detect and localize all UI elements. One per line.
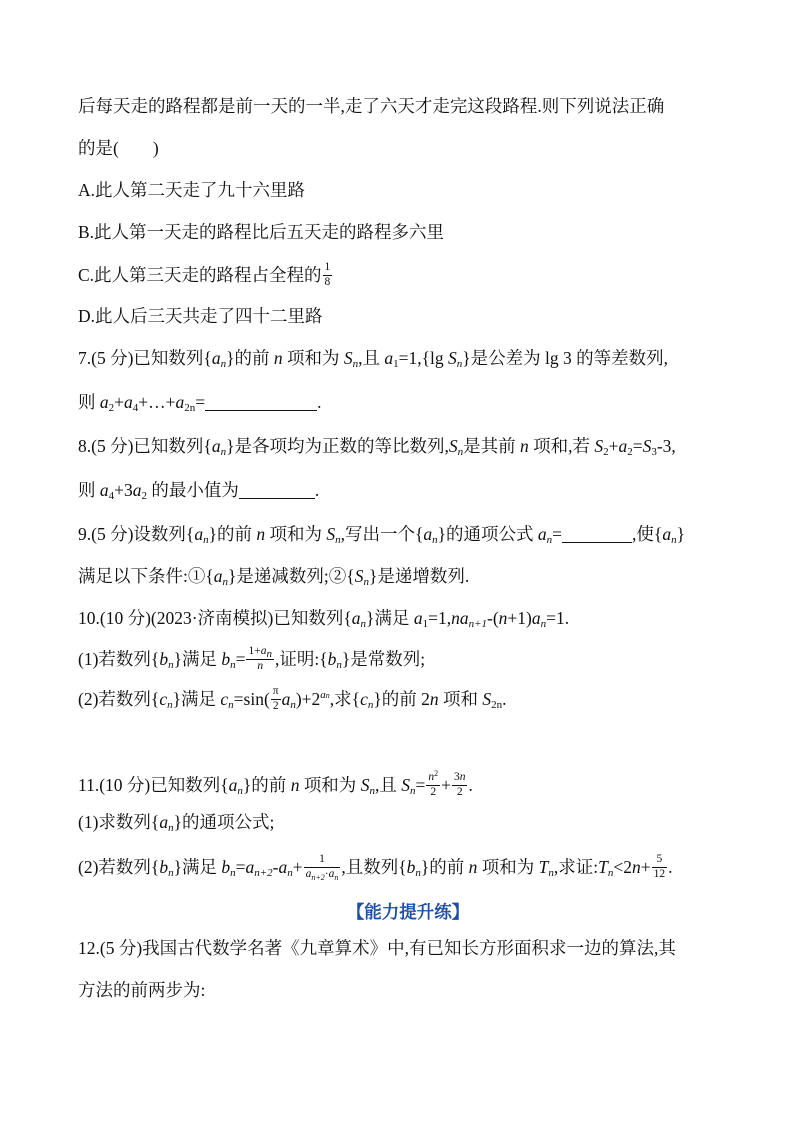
q9-line2: 满足以下条件$:①\{a_n\}$是递减数列$;②\{S_n\}$是递增数列. — [78, 566, 470, 588]
q12-line1: 12.(5 分)我国古代数学名著《九章算术》中,有已知长方形面积求一边的算法,其 — [78, 938, 676, 958]
q11-line1: 11.(10 分)已知数列$\{a_n\}$的前 n 项和为 $S_n$,且 $S_n=$ $\frac{n^2}{2}$ + $\frac{3n}{2}$ . — [78, 769, 473, 798]
q8-line2: 则 $a_4+3a_2$ 的最小值为 . — [78, 480, 320, 502]
fraction: $\frac{1+a_n}{n}$ — [248, 645, 272, 672]
q7-line1: 7.(5 分)已知数列$\{a_n\}$的前 n 项和为 $S_n$,且 $a_1=1,\{\lg$ $S_n$}是公差为 lg 3 的等差数列, — [78, 348, 668, 370]
answer-blank[interactable] — [562, 541, 632, 543]
q10-line1: 10.(10 分)(2023·济南模拟)已知数列$\{a_n\}$满足 $a_1=1,na_{n+1}-(n+1)a_n=1$. — [78, 608, 570, 630]
fraction: $\frac{\pi}{2}$ — [272, 685, 279, 712]
q7-line2: 则 $a_2+a_4+\dots+a_{2n}=$ . — [78, 392, 322, 414]
q12-line2: 方法的前两步为: — [78, 980, 206, 1000]
q6-option-a: A.此人第二天走了九十六里路 — [78, 180, 306, 200]
q6-stem-line2: 的是( ) — [78, 138, 159, 158]
q9-line1: 9.(5 分)设数列$\{a_n\}$的前 n 项和为 $S_n$,写出一个$\{a_n\}$的通项公式 $a_n=$ ,使$\{a_n\}$ — [78, 524, 685, 546]
fraction: $\frac{3n}{2}$ — [453, 771, 466, 798]
q11-part1: (1)求数列$\{a_n\}$的通项公式; — [78, 812, 275, 834]
q11-part2: (2)若数列$\{b_n\}$满足 $b_n=a_{n+2}-a_n+$ $\frac{1}{a_{n+2}\cdot a_n}$ ,且数列$\{b_n\}$的前 n 项和为 $T_n$,求证$:T_n<2n+$ $\frac{5}{12}$ . — [78, 853, 673, 882]
section-title: 【能力提升练】 — [346, 903, 470, 923]
q6-option-c: C.此人第三天走的路程占全程的 $\frac{1}{8}$ — [78, 261, 331, 288]
fraction: $\frac{n^2}{2}$ — [428, 769, 439, 798]
q6-option-b: B.此人第一天走的路程比后五天走的路程多六里 — [78, 222, 445, 242]
q6-stem-line1: 后每天走的路程都是前一天的一半,走了六天才走完这段路程.则下列说法正确 — [78, 96, 665, 116]
fraction: $\frac{1}{a_{n+2}\cdot a_n}$ — [305, 853, 339, 882]
q6-option-d: D.此人后三天共走了四十二里路 — [78, 306, 323, 326]
answer-blank[interactable] — [239, 497, 315, 499]
fraction: $\frac{1}{8}$ — [324, 261, 331, 288]
answer-blank[interactable] — [205, 409, 317, 411]
fraction: $\frac{5}{12}$ — [653, 853, 666, 880]
q8-line1: 8.(5 分)已知数列$\{a_n\}$是各项均为正数的等比数列$,S_n$是其前 n 项和,若 $S_2+a_2=S_3-3$, — [78, 436, 676, 458]
q10-part1: (1)若数列$\{b_n\}$满足 $b_n=$ $\frac{1+a_n}{n}$ ,证明$:\{b_n\}$是常数列; — [78, 645, 426, 672]
q10-part2: (2)若数列$\{c_n\}$满足 $c_n=\sin$( $\frac{\pi}{2}$ $a_n)+2^{an}$,求$\{c_n\}$的前 2n 项和 $S_{2n}$. — [78, 685, 507, 712]
